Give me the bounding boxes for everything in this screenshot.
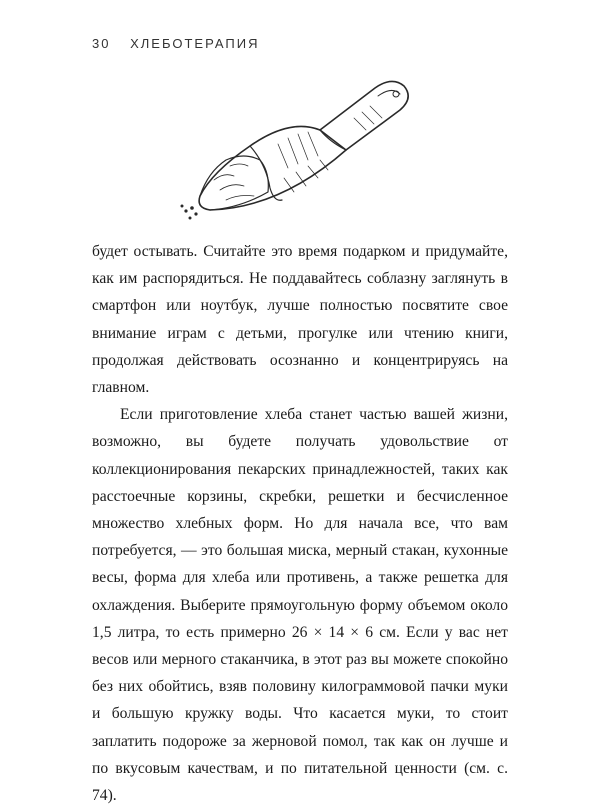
paragraph-2: Если приготовление хлеба станет частью вашей жизни, возможно, вы будете получать удовольствие от коллекционирования пекарских принадлежностей, таких как расстоечные корзины, скребки, решетки и бесчисленное множество хлебных форм. Но для начала все, что вам потребуется, — это большая миска, мерный стакан, кухонные весы, форма для хлеба или противень, а также решетка для охлаждения. Выберите прямоугольную форму объемом около 1,5 литра, то есть примерно 26 × 14 × 6 см. Если у вас нет весов или мерного стаканчика, в этот раз вы можете спокойно без них обойтись, взяв половину килограммовой пачки муки и большую кружку воды. Что касается муки, то стоит заплатить подороже за жерновой помол, так как он лучше и по вкусовым качествам, и по питательной ценности (см. с. 74).: [92, 406, 508, 805]
running-header: [92, 36, 259, 51]
running-title: ХЛЕБОТЕРАПИЯ: [130, 36, 260, 51]
flour-scoop-icon: [170, 68, 430, 228]
paragraph-1: будет остывать. Считайте это время подарком и придумайте, как им распорядиться. Не поддавайтесь соблазну заглянуть в смартфон или ноутбук, лучше полностью посвятите свое внимание играм с детьми, прогулке или чтению книги, продолжая действовать осознанно и концентрируясь на главном.: [92, 243, 508, 397]
body-text: [92, 238, 508, 809]
page-number: 30: [92, 36, 111, 51]
